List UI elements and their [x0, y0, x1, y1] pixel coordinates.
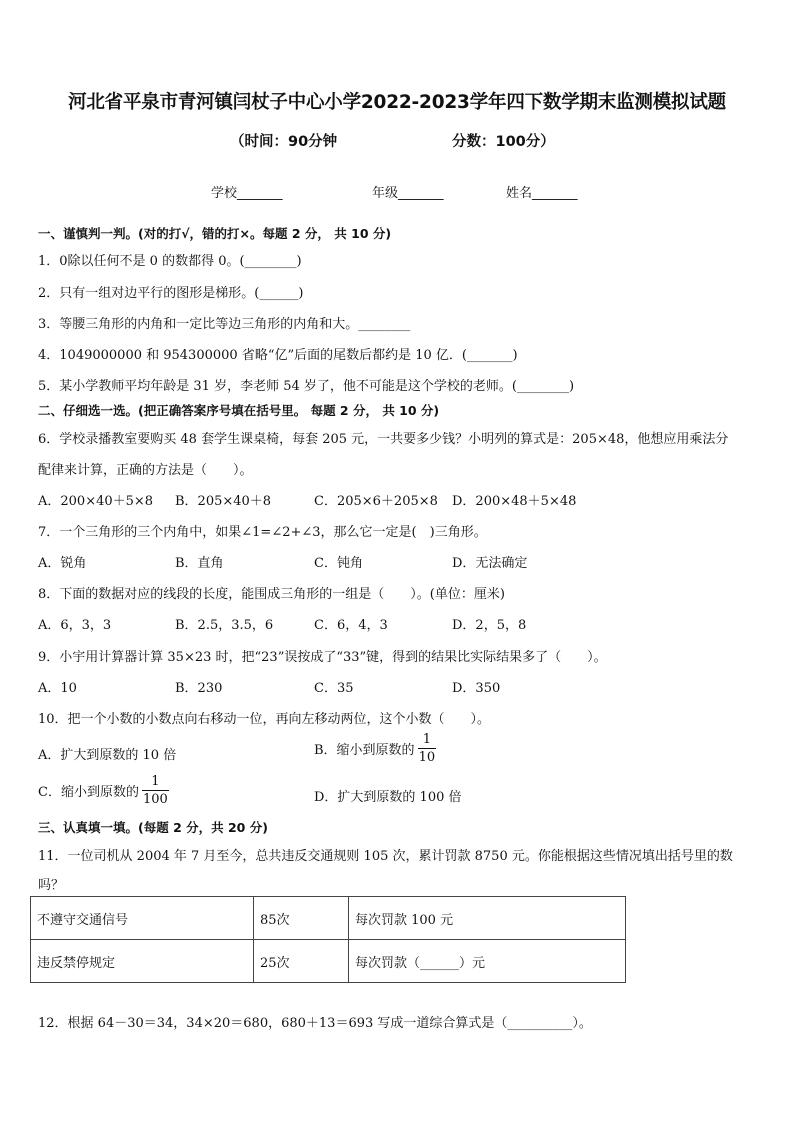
q10-option-c-fraction — [142, 775, 169, 806]
school-field: 学校_______ — [211, 186, 283, 201]
table-cell: 不遵守交通信号 — [31, 897, 254, 940]
q8-option-b: B．2.5，3.5，6 — [175, 618, 274, 633]
question-2: 2．只有一组对边平行的图形是梯形。(______) — [38, 286, 304, 301]
table-cell: 违反禁停规定 — [31, 940, 254, 983]
question-7: 7．一个三角形的三个内角中，如果∠1=∠2+∠3，那么它一定是( )三角形。 — [38, 525, 487, 540]
q6-option-c: C．205×6＋205×8 — [314, 494, 438, 509]
table-cell: 25次 — [254, 940, 349, 983]
q10-option-c — [38, 775, 169, 806]
q8-option-a: A．6，3，3 — [38, 618, 112, 633]
fraction-numerator: 1 — [422, 732, 431, 747]
question-3: 3．等腰三角形的内角和一定比等边三角形的内角和大。________ — [38, 317, 411, 332]
question-6-line1: 6．学校录播教室要购买 48 套学生课桌椅，每套 205 元，一共要多少钱？小明列的算式是：205×48，他想应用乘法分 — [38, 432, 729, 447]
q8-option-c: C．6，4，3 — [314, 618, 388, 633]
q6-option-d: D．200×48＋5×48 — [452, 494, 577, 509]
q7-option-a: A．锐角 — [38, 556, 87, 571]
table-row — [31, 940, 626, 983]
q9-option-b: B．230 — [175, 681, 223, 696]
table-cell: 85次 — [254, 897, 349, 940]
question-5: 5．某小学教师平均年龄是 31 岁，李老师 54 岁了，他不可能是这个学校的老师。(________) — [38, 379, 575, 394]
table-cell: 每次罚款（______）元 — [349, 940, 626, 983]
section1-heading: 一、谨慎判一判。(对的打√，错的打×。每题 2 分， 共 10 分) — [38, 226, 392, 241]
q6-option-a: A．200×40＋5×8 — [38, 494, 154, 509]
q10-option-c-label: C．缩小到原数的 — [38, 785, 139, 800]
question-12: 12．根据 64－30＝34，34×20＝680，680＋13＝693 写成一道综合算式是（__________）。 — [38, 1016, 592, 1031]
question-1: 1．0除以任何不是 0 的数都得 0。(________) — [38, 254, 302, 269]
q6-option-b: B．205×40＋8 — [175, 494, 272, 509]
name-field: 姓名_______ — [506, 186, 578, 201]
question-11-line1: 11．一位司机从 2004 年 7 月至今，总共违反交通规则 105 次，累计罚款 8750 元。你能根据这些情况填出括号里的数 — [38, 849, 733, 864]
question-11-line2: 吗？ — [38, 878, 65, 893]
fraction-denominator: 100 — [142, 792, 168, 807]
q10-option-b — [314, 733, 436, 764]
q10-option-b-label: B．缩小到原数的 — [314, 743, 415, 758]
q7-option-c: C．钝角 — [314, 556, 363, 571]
q8-option-d: D．2，5，8 — [452, 618, 527, 633]
grade-field: 年级_______ — [372, 186, 444, 201]
fraction-numerator: 1 — [151, 774, 160, 789]
exam-title: 河北省平泉市青河镇闫杖子中心小学2022-2023学年四下数学期末监测模拟试题 — [68, 92, 726, 113]
question-8: 8．下面的数据对应的线段的长度，能围成三角形的一组是（ ）。(单位：厘米) — [38, 587, 505, 602]
q10-option-a: A．扩大到原数的 10 倍 — [38, 748, 177, 763]
section2-heading: 二、仔细选一选。(把正确答案序号填在括号里。 每题 2 分， 共 10 分) — [38, 403, 440, 418]
section3-heading: 三、认真填一填。(每题 2 分，共 20 分) — [38, 820, 268, 835]
question-6-line2: 配律来计算，正确的方法是（ ）。 — [38, 463, 253, 478]
question-4: 4．1049000000 和 954300000 省略“亿”后面的尾数后都约是 10 亿．(_______) — [38, 348, 518, 363]
q10-option-d: D．扩大到原数的 100 倍 — [314, 790, 462, 805]
table-row — [31, 897, 626, 940]
q7-option-d: D．无法确定 — [452, 556, 528, 571]
question-9: 9．小宇用计算器计算 35×23 时，把“23”误按成了“33”键，得到的结果比实际结果多了（ ）。 — [38, 650, 607, 665]
table-cell: 每次罚款 100 元 — [349, 897, 626, 940]
exam-time: （时间：90分钟 — [230, 134, 338, 150]
exam-score: 分数：100分） — [452, 134, 555, 150]
q7-option-b: B．直角 — [175, 556, 224, 571]
q10-option-b-fraction — [418, 733, 437, 764]
q9-option-c: C．35 — [314, 681, 354, 696]
fraction-denominator: 10 — [418, 750, 436, 765]
question-10: 10．把一个小数的小数点向右移动一位，再向左移动两位，这个小数（ ）。 — [38, 712, 491, 727]
q9-option-d: D．350 — [452, 681, 501, 696]
q9-option-a: A．10 — [38, 681, 77, 696]
fines-table — [30, 896, 626, 983]
